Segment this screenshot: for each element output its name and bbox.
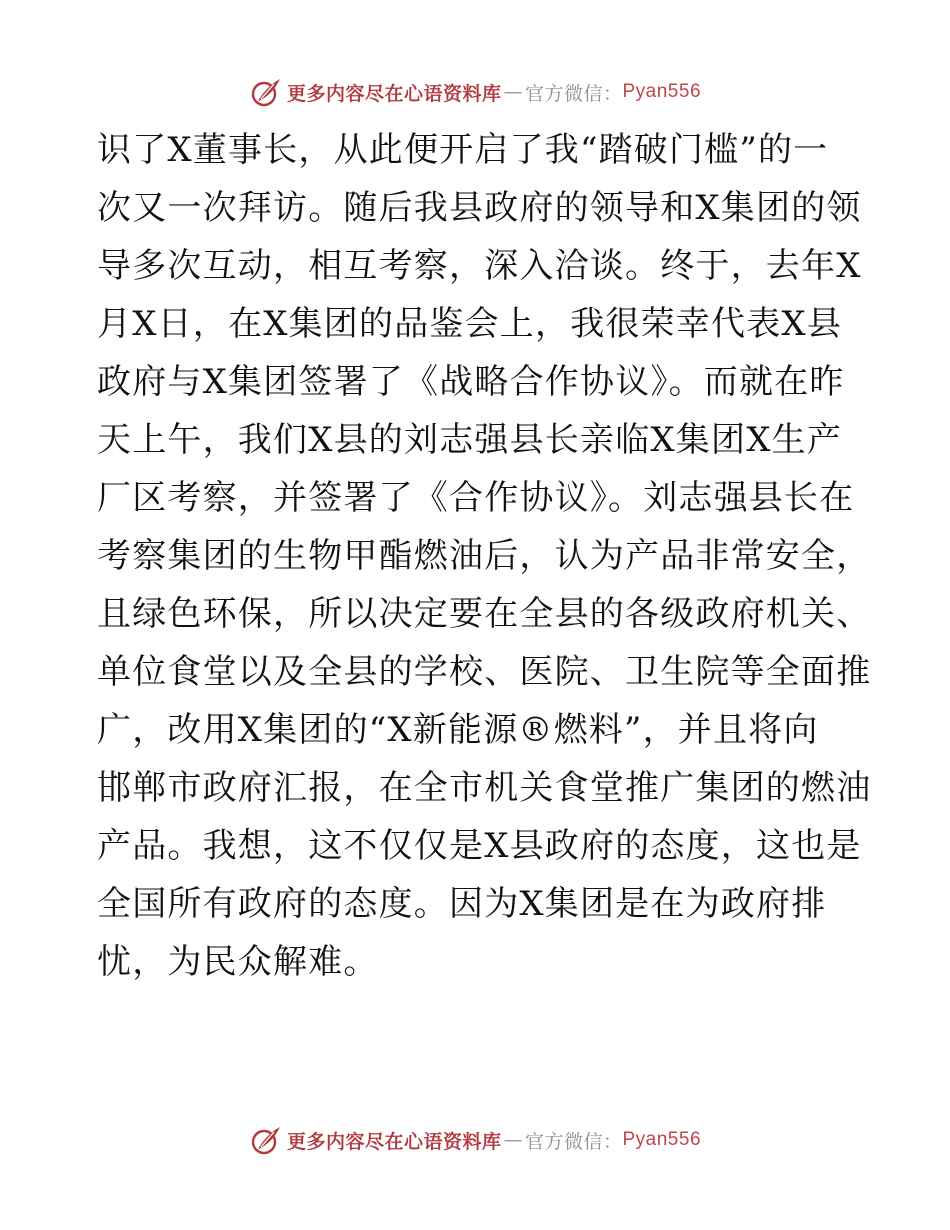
footer-watermark [0, 1120, 950, 1160]
watermark-separator: — [503, 81, 523, 103]
body-line: 次又一次拜访。随后我县政府的领导和X集团的领 [97, 188, 862, 228]
body-line: 考察集团的生物甲酯燃油后，认为产品非常安全， [97, 536, 872, 576]
body-line: 厂区考察，并签署了《合作协议》。刘志强县长在 [97, 478, 855, 518]
body-line: 导多次互动，相互考察，深入洽谈。终于，去年X [97, 246, 862, 286]
watermark-site-text: 更多内容尽在心语资料库 [286, 82, 502, 105]
body-line: 产品。我想，这不仅仅是X县政府的态度，这也是 [97, 826, 862, 866]
feather-quill-icon [249, 75, 283, 109]
watermark-contact-id: Pyan556 [622, 1129, 702, 1150]
body-line: 全国所有政府的态度。因为X集团是在为政府排 [97, 884, 827, 924]
feather-quill-icon [249, 1123, 283, 1157]
body-line: 广，改用X集团的“X新能源®燃料”，并且将向 [97, 710, 819, 750]
body-line: 且绿色环保，所以决定要在全县的各级政府机关、 [97, 594, 872, 634]
body-line: 天上午，我们X县的刘志强县长亲临X集团X生产 [97, 420, 843, 460]
header-watermark [0, 72, 950, 112]
watermark-contact-label: 官方微信： [524, 1130, 623, 1153]
watermark-contact-id: Pyan556 [622, 81, 702, 102]
body-line: 忧，为民众解难。 [97, 942, 379, 982]
watermark-contact-label: 官方微信： [524, 82, 623, 105]
watermark-site-text: 更多内容尽在心语资料库 [286, 1130, 502, 1153]
body-line: 识了X董事长，从此便开启了我“踏破门槛”的一 [97, 130, 829, 170]
body-line: 邯郸市政府汇报，在全市机关食堂推广集团的燃油 [97, 768, 872, 808]
watermark-separator: — [503, 1129, 523, 1151]
body-line: 单位食堂以及全县的学校、医院、卫生院等全面推 [97, 652, 872, 692]
body-line: 政府与X集团签署了《战略合作协议》。而就在昨 [97, 362, 845, 402]
body-line: 月X日，在X集团的品鉴会上，我很荣幸代表X县 [97, 304, 843, 344]
document-body [97, 121, 872, 991]
